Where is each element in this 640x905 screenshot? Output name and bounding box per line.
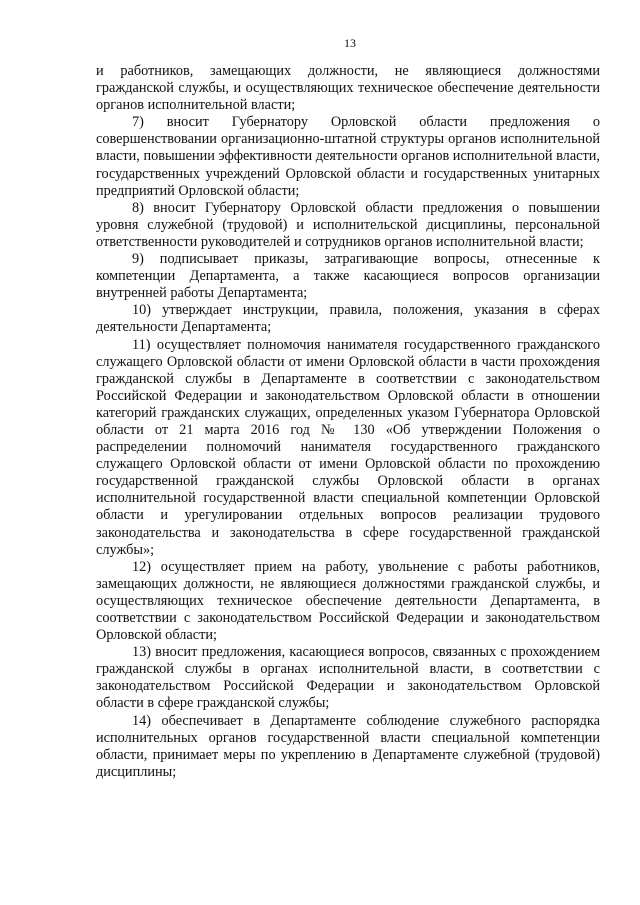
- paragraph-item-11: 11) осуществляет полномочия нанимателя государственного гражданского служащего Орловской области от имени Орловской области в части прохождения гражданской службы в Департаменте в соответствии с законодательством Российской Федерации и законодательством Орловской области в отношении категорий гражданских служащих, определенных указом Губернатора Орловской области от 21 марта 2016 год № 130 «Об утверждении Положения о распределении полномочий нанимателя государственного гражданского служащего Орловской области от имени Орловской области по прохождению государственной гражданской службы Орловской области в органах исполнительной государственной власти специальной компетенции Орловской области и урегулировании отдельных вопросов реализации трудового законодательства и законодательства в сфере государственной гражданской службы»;: [96, 336, 600, 558]
- paragraph-item-14: 14) обеспечивает в Департаменте соблюдение служебного распорядка исполнительных органов государственной власти специальной компетенции области, принимает меры по укреплению в Департаменте служебной (трудовой) дисциплины;: [96, 712, 600, 780]
- paragraph-item-12: 12) осуществляет прием на работу, увольнение с работы работников, замещающих должности, не являющиеся должностями гражданской службы, и осуществляющих техническое обеспечение деятельности Департамента, в соответствии с законодательством Российской Федерации и законодательством Орловской области;: [96, 558, 600, 644]
- paragraph-item-8: 8) вносит Губернатору Орловской области предложения о повышении уровня служебной (трудовой) и исполнительской дисциплины, персональной ответственности руководителей и сотрудников органов исполнительной власти;: [96, 199, 600, 250]
- paragraph-item-7: 7) вносит Губернатору Орловской области предложения о совершенствовании организационно-штатной структуры органов исполнительной власти, повышении эффективности деятельности органов исполнительной власти, государственных учреждений Орловской области и государственных унитарных предприятий Орловской области;: [96, 114, 600, 199]
- paragraph-item-13: 13) вносит предложения, касающиеся вопросов, связанных с прохождением гражданской службы в органах исполнительной власти, в соответствии с законодательством Российской Федерации и законодательством Орловской области в сфере гражданской службы;: [96, 644, 600, 712]
- paragraph-item-9: 9) подписывает приказы, затрагивающие вопросы, отнесенные к компетенции Департамента, а также касающиеся вопросов организации внутренней работы Департамента;: [96, 251, 600, 302]
- page-number: 13: [344, 36, 356, 50]
- paragraph-continuation: и работников, замещающих должности, не являющиеся должностями гражданской службы, и осуществляющих техническое обеспечение деятельности органов исполнительной власти;: [96, 63, 600, 114]
- paragraph-item-10: 10) утверждает инструкции, правила, положения, указания в сферах деятельности Департамента;: [96, 302, 600, 336]
